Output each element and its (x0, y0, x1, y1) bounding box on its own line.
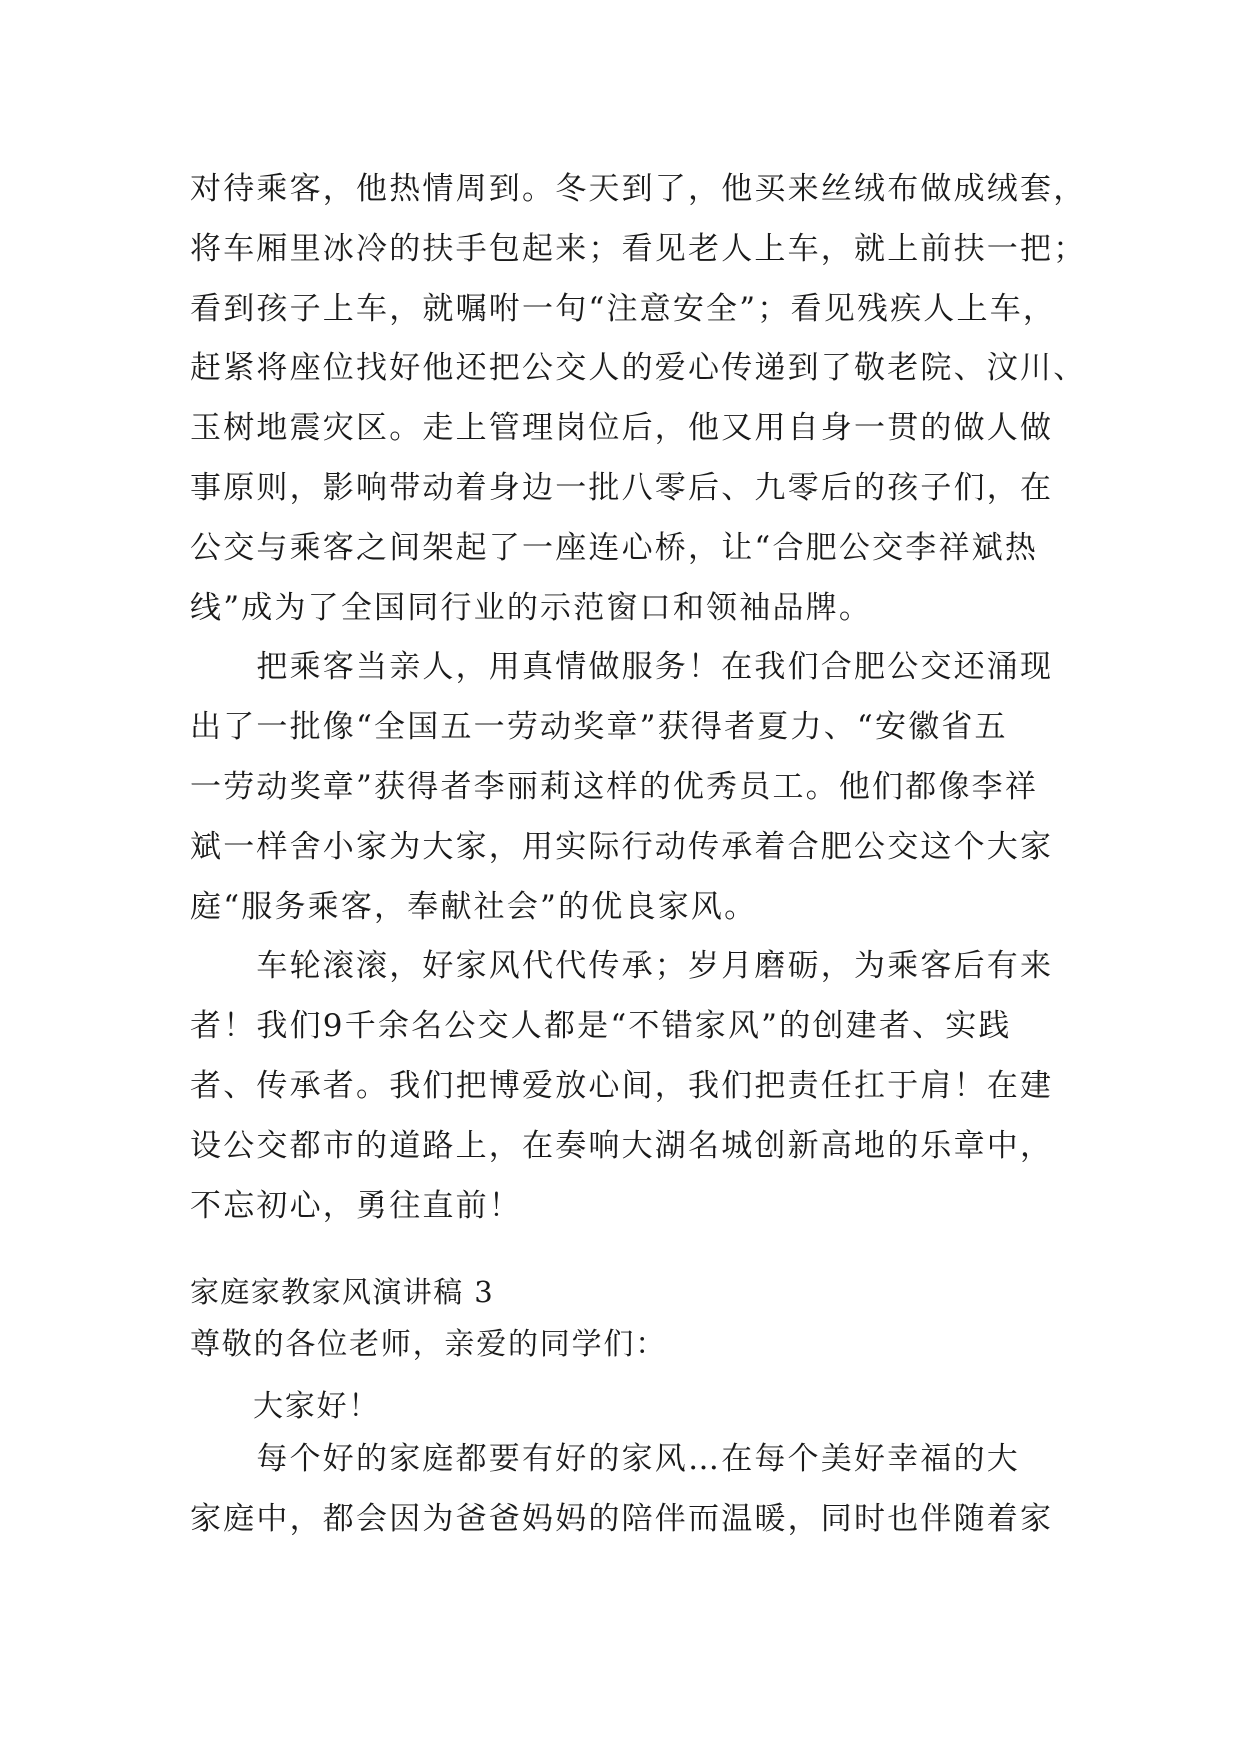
text-line: 者！我们9千余名公交人都是“不错家风”的创建者、实践 (190, 1008, 1012, 1045)
text-line: 车轮滚滚，好家风代代传承；岁月磨砺，为乘客后有来 (190, 948, 1054, 985)
text-line: 不忘初心，勇往直前！ (190, 1187, 522, 1224)
text-line: 家庭中，都会因为爸爸妈妈的陪伴而温暖，同时也伴随着家 (190, 1500, 1054, 1537)
text-line: 玉树地震灾区。走上管理岗位后，他又用自身一贯的做人做 (190, 410, 1054, 447)
text-line: 每个好的家庭都要有好的家风…在每个美好幸福的大 (190, 1441, 1020, 1477)
text-line: 出了一批像“全国五一劳动奖章”获得者夏力、“安徽省五 (190, 709, 1008, 746)
section-title: 家庭家教家风演讲稿 3 (190, 1275, 495, 1309)
text-line: 把乘客当亲人，用真情做服务！在我们合肥公交还涌现 (190, 649, 1054, 686)
text-line: 将车厢里冰冷的扶手包起来；看见老人上车，就上前扶一把； (190, 230, 1087, 267)
greeting: 大家好！ (253, 1389, 381, 1424)
salutation: 尊敬的各位老师，亲爱的同学们： (190, 1327, 667, 1362)
text-line: 对待乘客，他热情周到。冬天到了，他买来丝绒布做成绒套， (190, 171, 1087, 207)
text-line: 公交与乘客之间架起了一座连心桥，让“合肥公交李祥斌热 (190, 529, 1039, 566)
text-line: 赶紧将座位找好他还把公交人的爱心传递到了敬老院、汶川、 (190, 350, 1087, 387)
text-line: 设公交都市的道路上，在奏响大湖名城创新高地的乐章中， (190, 1127, 1054, 1164)
text-line: 庭“服务乘客，奉献社会”的优良家风。 (190, 888, 758, 925)
text-line: 线”成为了全国同行业的示范窗口和领袖品牌。 (190, 589, 873, 626)
speech-body-part-1 (190, 160, 1087, 1236)
text-line: 事原则，影响带动着身边一批八零后、九零后的孩子们，在 (190, 469, 1054, 506)
text-line: 看到孩子上车，就嘱咐一句“注意安全”；看见残疾人上车， (190, 290, 1057, 327)
speech-body-part-2 (190, 1430, 1070, 1550)
text-line: 斌一样舍小家为大家，用实际行动传承着合肥公交这个大家 (190, 828, 1054, 865)
text-line: 一劳动奖章”获得者李丽莉这样的优秀员工。他们都像李祥 (190, 768, 1039, 805)
text-line: 者、传承者。我们把博爱放心间，我们把责任扛于肩！在建 (190, 1067, 1054, 1104)
